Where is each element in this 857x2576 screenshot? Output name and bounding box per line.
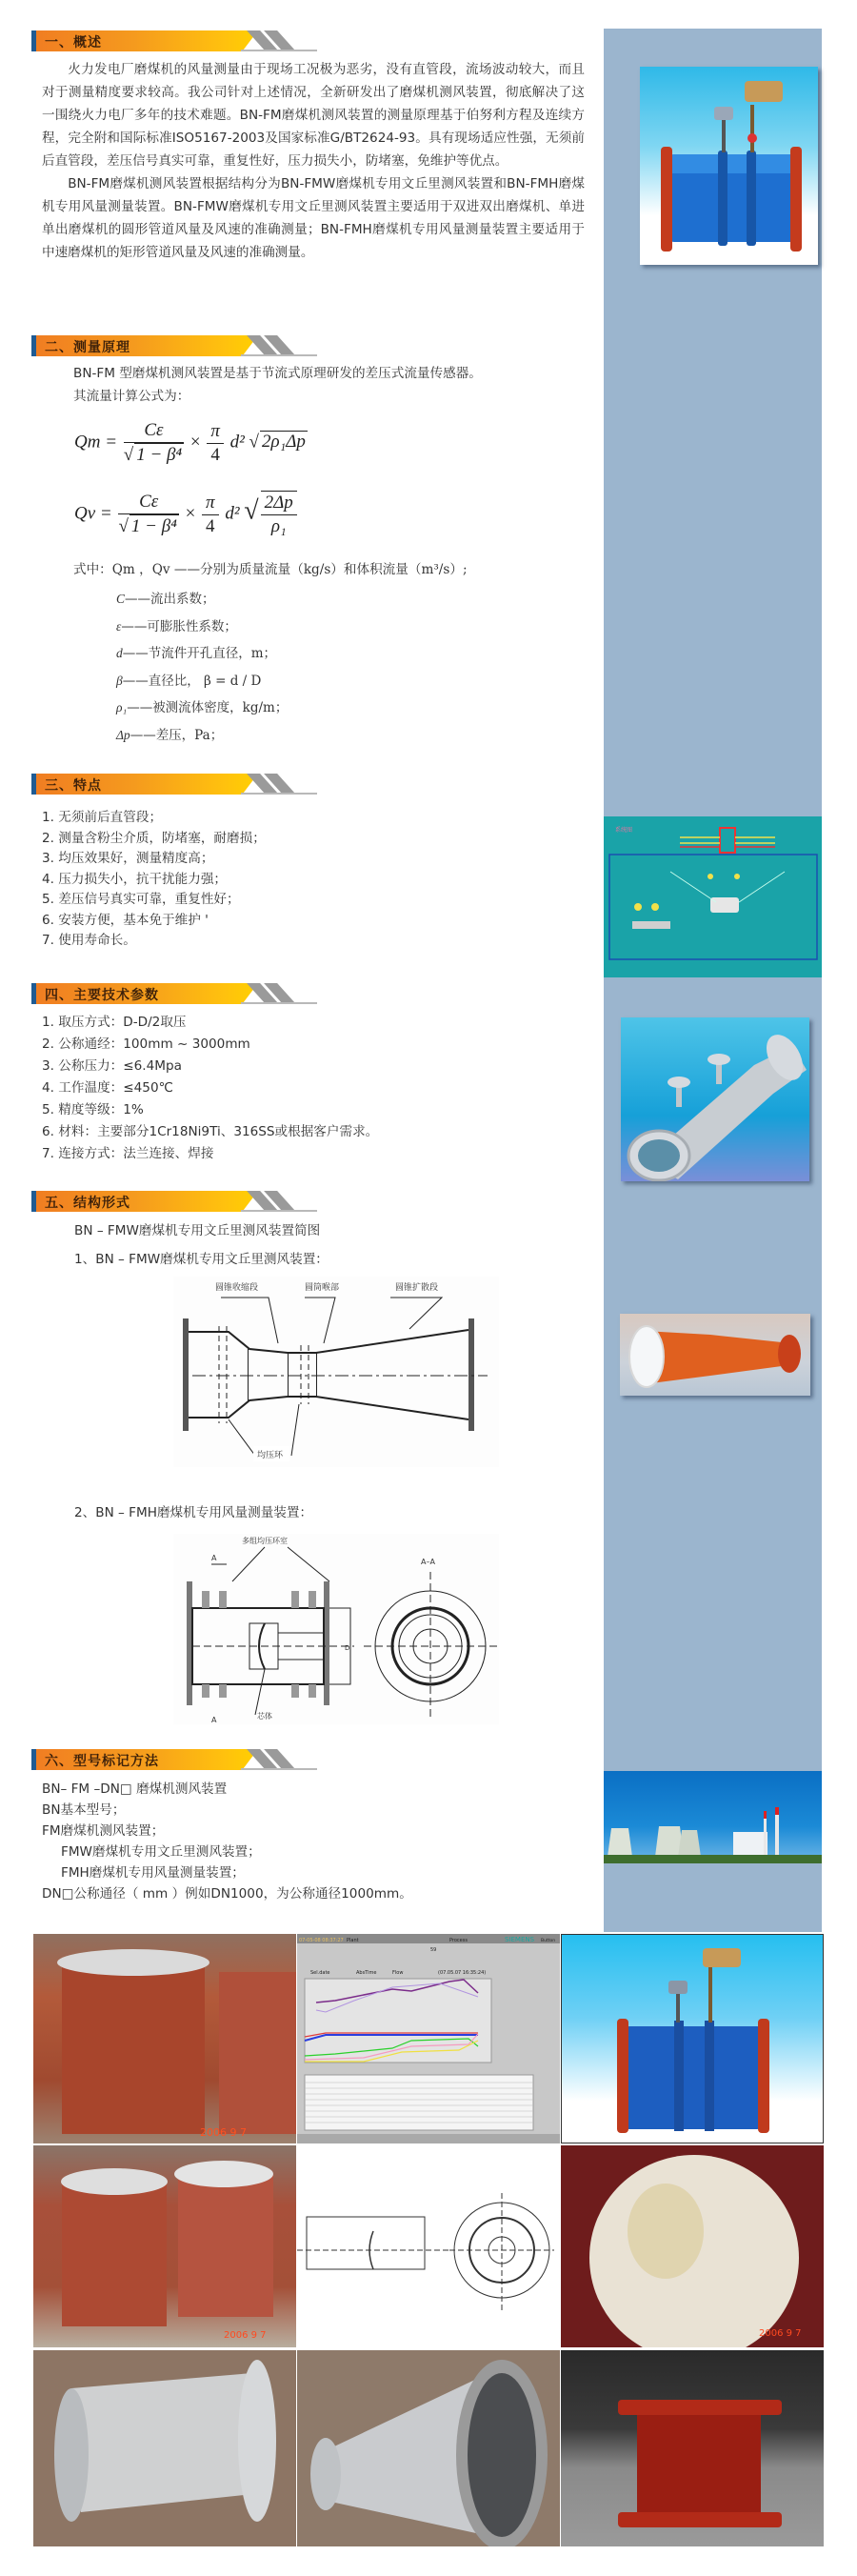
model-line: FMH磨煤机专用风量测量装置；: [61, 1865, 245, 1881]
principle-intro-1: BN-FM 型磨煤机测风装置是基于节流式原理研发的差压式流量传感器。: [73, 366, 482, 381]
svg-text:多组均压环室: 多组均压环室: [242, 1537, 288, 1545]
feature-item: 4. 压力损失小，抗干扰能力强；: [42, 871, 228, 887]
fmh-diagram-small: [297, 2145, 560, 2347]
svg-text:2006 9 7: 2006 9 7: [759, 2328, 802, 2339]
symbol-definitions: [116, 586, 288, 749]
formula-where-line: 式中：Qm ，Qv ——分别为质量流量（kg/s）和体积流量（m³/s）;: [73, 562, 468, 577]
svg-text:均压环: 均压环: [257, 1451, 284, 1460]
formula-qm-lhs: Qm =: [74, 432, 118, 453]
formula-qm-numerator: Cε: [124, 419, 184, 443]
param-item: 3. 公称压力：≤6.4Mpa: [42, 1058, 182, 1074]
param-item: 7. 连接方式：法兰连接、焊接: [42, 1146, 214, 1161]
section-title: 五、结构形式: [45, 1196, 130, 1211]
structure-caption: BN – FMW磨煤机专用文丘里测风装置简图: [74, 1223, 321, 1238]
feature-item: 5. 差压信号真实可靠，重复性好；: [42, 892, 240, 907]
formula-qv-lhs: Qv =: [74, 503, 112, 524]
svg-text:Process: Process: [449, 1938, 468, 1943]
formula-qv-root-den: ρ₁: [270, 516, 287, 536]
param-item: 5. 精度等级：1%: [42, 1102, 144, 1117]
structure-sub1: 1、BN – FMW磨煤机专用文丘里测风装置：: [74, 1252, 329, 1267]
model-line: FMW磨煤机专用文丘里测风装置；: [61, 1844, 261, 1860]
formula-mass-flow: Qm = $\frac{C\varepsilon}{\text{√ 1 − β⁴}}$ × $\frac{\pi}{4}$ d² √ 2ρ₁Δp: [74, 420, 306, 465]
svg-text:圆锥扩散段: 圆锥扩散段: [395, 1283, 439, 1293]
section-header-overview: [31, 30, 317, 51]
svg-text:Sel.date: Sel.date: [310, 1970, 330, 1976]
feature-item: 2. 测量含粉尘介质，防堵塞，耐磨损；: [42, 830, 266, 846]
param-item: 4. 工作温度：≤450℃: [42, 1080, 173, 1096]
blue-flowmeter-photo-large: [561, 1934, 824, 2143]
steel-pipe-photo: [33, 2350, 296, 2546]
venturi-diagram: [173, 1277, 499, 1467]
sidebar-panel: [604, 29, 822, 1932]
svg-text:芯体: 芯体: [257, 1712, 272, 1721]
svg-text:SIEMENS: SIEMENS: [505, 1936, 535, 1943]
svg-text:系统图: 系统图: [615, 827, 633, 834]
symbol-row: C——流出系数；: [116, 592, 215, 607]
feature-item: 7. 使用寿命长。: [42, 933, 136, 948]
formula-qm-denominator: 1 − β⁴: [136, 445, 183, 465]
svg-text:A: A: [211, 1716, 217, 1724]
overview-text: [42, 58, 585, 264]
section-title: 二、测量原理: [45, 340, 130, 355]
overview-paragraph-1: 火力发电厂磨煤机的风量测量由于现场工况极为恶劣，没有直管段，流场波动较大，而且对于测量精度要求较高。我公司针对上述情况，全新研发出了磨煤机测风装置，彻底解决了这一围绕火力电厂多年的技术难题。BN-FM磨煤机测风装置的测量原理基于伯努利方程及连续方程，完全附和国际标准ISO5167-2003及国家标准G/BT2624-93。具有现场适应性强，无须前后直管段，差压信号真实可靠，重复性好，压力损失小，防堵塞，免维护等优点。: [42, 62, 585, 169]
rusty-cylinders-photo: [33, 1934, 296, 2143]
svg-text:2006 9 7: 2006 9 7: [224, 2330, 267, 2341]
svg-text:A: A: [211, 1554, 217, 1562]
symbol-row: d——节流件开孔直径，m；: [116, 646, 277, 661]
section-title: 四、主要技术参数: [45, 988, 159, 1003]
params-list: [42, 1012, 378, 1165]
section-header-params: [31, 983, 317, 1004]
formula-volume-flow: Qv = $\frac{C\varepsilon}{\text{√ 1 − β⁴}}$ × $\frac{\pi}{4}$ d² √ $\frac{2\Delta p}{\text{ρ₁}}$: [74, 491, 299, 548]
param-item: 2. 公称通经：100mm ~ 3000mm: [42, 1036, 250, 1052]
section-header-principle: [31, 335, 317, 356]
orange-venturi-photo: [620, 1314, 810, 1396]
principle-intro-2: 其流量计算公式为：: [73, 389, 190, 404]
section-title: 一、概述: [45, 35, 102, 50]
feature-item: 6. 安装方便，基本免于维护 ': [42, 912, 209, 928]
fmh-diagram: [173, 1534, 499, 1724]
structure-sub2: 2、BN – FMH磨煤机专用风量测量装置：: [74, 1505, 313, 1520]
model-line: FM磨煤机测风装置；: [42, 1823, 165, 1839]
symbol-row: β——直径比， β = d / D: [116, 673, 262, 689]
model-designation-list: [42, 1779, 412, 1904]
svg-text:2006 9 7: 2006 9 7: [200, 2126, 247, 2139]
param-item: 1. 取压方式：D-D/2取压: [42, 1015, 187, 1030]
symbol-row: ε——可膨胀性系数；: [116, 618, 237, 634]
control-system-schematic: [604, 816, 822, 977]
red-cylinder-photo: [561, 2350, 824, 2546]
power-plant-photo: [604, 1771, 822, 1863]
steel-disc-photo: [561, 2145, 824, 2347]
steel-cone-photo: [297, 2350, 560, 2546]
param-item: 6. 材料：主要部分1Cr18Ni9Ti、316SS或根据客户需求。: [42, 1124, 379, 1139]
symbol-row: ρ₁——被测流体密度，kg/m；: [116, 700, 289, 715]
svg-text:07-05-08 08:37:27: 07-05-08 08:37:27: [299, 1938, 344, 1943]
model-line: BN基本型号；: [42, 1802, 126, 1818]
rusty-cylinders-photo-2: [33, 2145, 296, 2347]
feature-item: 3. 均压效果好，测量精度高；: [42, 851, 214, 866]
formula-qv-root-num: 2Δp: [261, 492, 297, 515]
feature-item: 1. 无须前后直管段；: [42, 810, 163, 825]
steel-venturi-photo: [621, 1017, 809, 1181]
overview-paragraph-2: BN-FM磨煤机测风装置根据结构分为BN-FMW磨煤机专用文丘里测风装置和BN-FMH磨煤机专用风量测量装置。BN-FMW磨煤机专用文丘里测风装置主要适用于双进双出磨煤机、单进单出磨煤机的圆形管道风量及风速的准确测量；BN-FMH磨煤机专用风量测量装置主要适用于中速磨煤机的矩形管道风量及风速的准确测量。: [42, 176, 585, 260]
features-list: [42, 808, 266, 952]
formula-qm-root: 2ρ₁Δp: [261, 432, 306, 453]
section-title: 六、型号标记方法: [45, 1754, 159, 1769]
svg-text:圆锥收缩段: 圆锥收缩段: [215, 1283, 259, 1293]
blue-flowmeter-photo: [640, 67, 818, 265]
dcs-trend-screen: [297, 1934, 560, 2143]
section-header-features: [31, 774, 317, 795]
svg-text:59: 59: [430, 1947, 437, 1953]
model-line: DN□公称通径（ mm ）例如DN1000，为公称通径1000mm。: [42, 1886, 412, 1902]
formula-qv-numerator: Cε: [118, 491, 178, 514]
section-header-structure: [31, 1191, 317, 1212]
svg-text:(07.05.07 16:35:24): (07.05.07 16:35:24): [438, 1970, 487, 1976]
svg-text:AbsTime: AbsTime: [356, 1970, 377, 1976]
svg-text:Plant: Plant: [347, 1938, 359, 1943]
symbol-row: Δp——差压，Pa；: [116, 727, 224, 743]
svg-text:Button: Button: [541, 1939, 556, 1943]
section-header-model: [31, 1749, 317, 1770]
svg-text:Flow: Flow: [392, 1970, 404, 1976]
svg-text:D: D: [345, 1644, 350, 1652]
model-line: BN– FM –DN□ 磨煤机测风装置: [42, 1781, 228, 1797]
svg-text:圆筒喉部: 圆筒喉部: [305, 1283, 340, 1293]
formula-qv-denominator: 1 − β⁴: [130, 516, 177, 536]
section-title: 三、特点: [45, 778, 102, 794]
svg-text:A–A: A–A: [421, 1558, 435, 1566]
